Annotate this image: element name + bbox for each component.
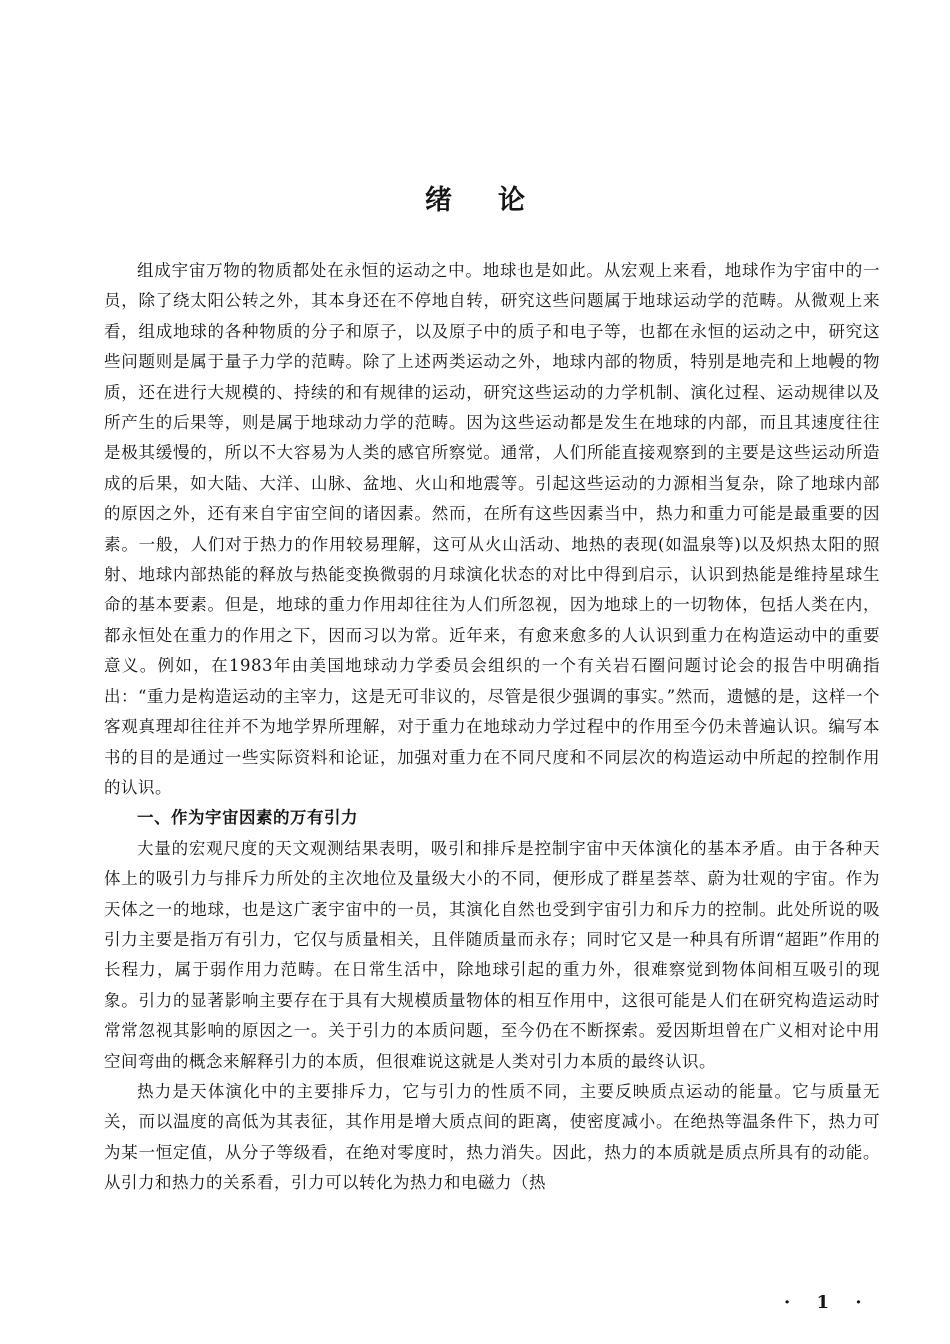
section-paragraph: 大量的宏观尺度的天文观测结果表明，吸引和排斥是控制宇宙中天体演化的基本矛盾。由于各种天体上的吸引力与排斥力所处的主次地位及量级大小的不同，便形成了群星荟萃、蔚为壮观的宇宙。作为天体之一的地球，也是这广袤宇宙中的一员，其演化自然也受到宇宙引力和斥力的控制。此处所说的吸引力主要是指万有引力，它仅与质量相关，且伴随质量而永存；同时它又是一种具有所谓“超距”作用的长程力，属于弱作用力范畴。在日常生活中，除地球引起的重力外，很难察觉到物体间相互吸引的现象。引力的显著影响主要存在于具有大规模质量物体的相互作用中，这很可能是人们在研究构造运动时常常忽视其影响的原因之一。关于引力的本质问题，至今仍在不断探索。爱因斯坦曾在广义相对论中用空间弯曲的概念来解释引力的本质，但很难说这就是人类对引力本质的最终认识。 (104, 838, 880, 1071)
body-text (104, 256, 880, 1199)
chapter-title: 绪论 (425, 185, 571, 216)
page-number: · 1 · (784, 1292, 872, 1313)
section-paragraph: 热力是天体演化中的主要排斥力，它与引力的性质不同，主要反映质点运动的能量。它与质量无关，而以温度的高低为其表征，其作用是增大质点间的距离，使密度减小。在绝热等温条件下，热力可为某一恒定值，从分子等级看，在绝对零度时，热力消失。因此，热力的本质就是质点所具有的动能。从引力和热力的关系看，引力可以转化为热力和电磁力（热 (104, 1081, 880, 1193)
intro-paragraph: 组成宇宙万物的物质都处在永恒的运动之中。地球也是如此。从宏观上来看，地球作为宇宙中的一员，除了绕太阳公转之外，其本身还在不停地自转，研究这些问题属于地球运动学的范畴。从微观上来看，组成地球的各种物质的分子和原子，以及原子中的质子和电子等，也都在永恒的运动之中，研究这些问题则是属于量子力学的范畴。除了上述两类运动之外，地球内部的物质，特别是地壳和上地幔的物质，还在进行大规模的、持续的和有规律的运动，研究这些运动的力学机制、演化过程、运动规律以及所产生的后果等，则是属于地球动力学的范畴。因为这些运动都是发生在地球的内部，而且其速度往往是极其缓慢的，所以不大容易为人类的感官所察觉。通常，人们所能直接观察到的主要是这些运动所造成的后果，如大陆、大洋、山脉、盆地、火山和地震等。引起这些运动的力源相当复杂，除了地球内部的原因之外，还有来自宇宙空间的诸因素。然而，在所有这些因素当中，热力和重力可能是最重要的因素。一般，人们对于热力的作用较易理解，这可从火山活动、地热的表现(如温泉等)以及炽热太阳的照射、地球内部热能的释放与热能变换微弱的月球演化状态的对比中得到启示，认识到热能是维持星球生命的基本要素。但是，地球的重力作用却往往为人们所忽视，因为地球上的一切物体，包括人类在内，都永恒处在重力的作用之下，因而习以为常。近年来，有愈来愈多的人认识到重力在构造运动中的重要意义。例如，在1983年由美国地球动力学委员会组织的一个有关岩石圈问题讨论会的报告中明确指出：“重力是构造运动的主宰力，这是无可非议的，尽管是很少强调的事实。”然而，遗憾的是，这样一个客观真理却往往并不为地学界所理解，对于重力在地球动力学过程中的作用至今仍未普遍认识。编写本书的目的是通过一些实际资料和论证，加强对重力在不同尺度和不同层次的构造运动中所起的控制作用的认识。 (104, 261, 880, 797)
section-heading: 一、作为宇宙因素的万有引力 (137, 808, 358, 828)
